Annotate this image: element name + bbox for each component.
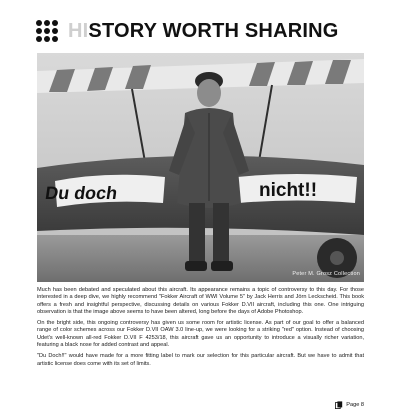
banner-right-text: nicht!! <box>259 180 318 201</box>
photo-credit: Peter M. Grosz Collection <box>292 271 360 277</box>
aircraft-photo-illustration <box>37 53 364 282</box>
title-text: STORY WORTH SHARING <box>88 19 339 42</box>
banner-left-text: Du doch <box>43 183 119 203</box>
paragraph: On the bright side, this ongoing controversy has given us some room for artistic license. As part of our goal to offer a balanced range of color schemes across our Fokker D.VII OAW 3.0 line-up, we were looking for a striking "red" option. Instead of choosing Udet's well-known all-red Fokker D.VII F 4253/18, this aircraft gave us an opportunity to introduce a visually richer variation, featuring a black nose for added contrast and appeal. <box>37 320 364 349</box>
page-footer <box>335 401 364 409</box>
paragraph: "Du Doch!!" would have made for a more fitting label to mark our selection for this particular aircraft. But we have to admit that artistic license does come with its set of limits. <box>37 353 364 367</box>
article-body <box>37 287 364 372</box>
page-title <box>68 20 339 43</box>
page-number: Page 8 <box>346 402 364 408</box>
paragraph: Much has been debated and speculated about this aircraft. Its appearance remains a topic of controversy to this day. For those interested in a deep dive, we highly recommend "Fokker Aircraft of WWI Volume 5" by Jack Herris and Jörn Leckscheid. This book offers a fresh and insightful perspective, discussing details on various Fokker D.VII aircraft, including this one. One intriguing observation is that the image above seems to have been altered, long before the days of Adobe Photoshop. <box>37 287 364 315</box>
historical-photo <box>37 53 364 282</box>
page-header <box>36 14 339 48</box>
page-icon <box>335 401 343 409</box>
grid-dots-icon <box>36 20 58 42</box>
title-faded-prefix: HI <box>68 19 89 42</box>
